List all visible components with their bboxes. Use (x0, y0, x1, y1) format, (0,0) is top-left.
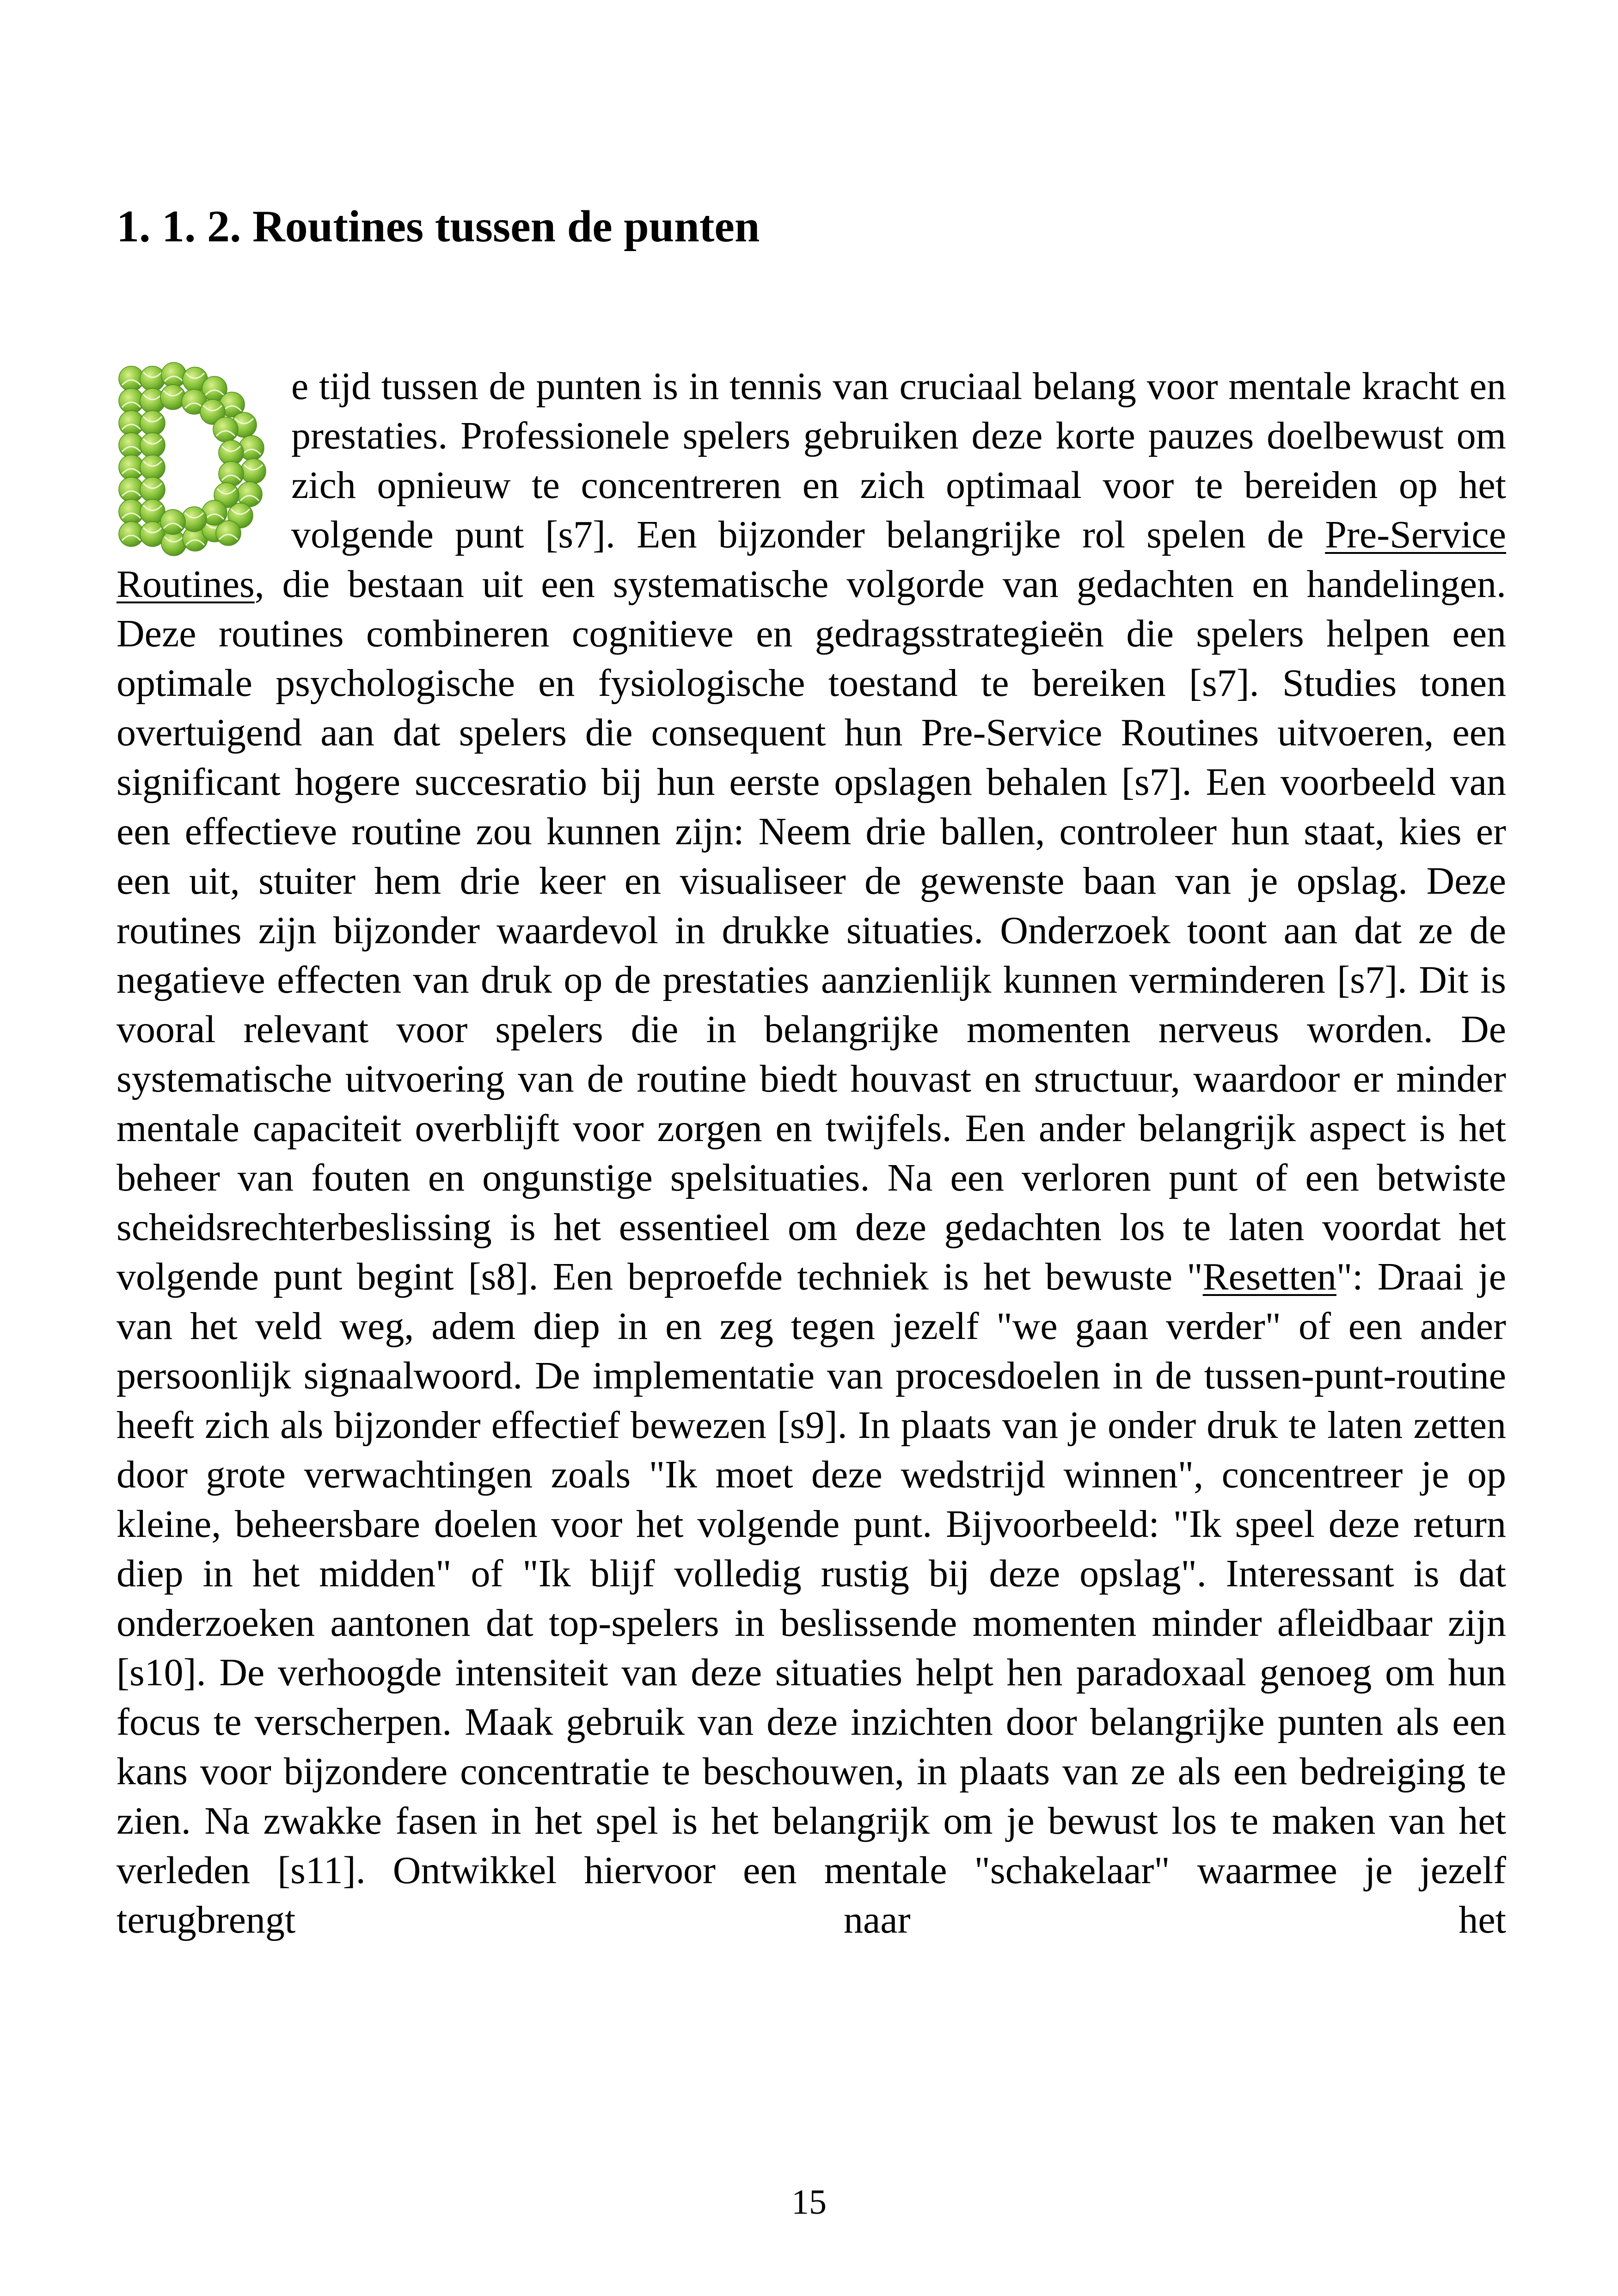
tennis-ball-icon (140, 455, 165, 480)
tennis-ball-icon (140, 433, 165, 458)
tennis-ball-icon (160, 510, 185, 534)
tennis-ball-icon (213, 417, 238, 442)
dropcap-continuation-text: e tijd tussen de punten is in tennis van cruciaal belang voor mentale kracht en prestaties. Professionele spelers gebruiken deze korte pauzes doelbewust om zich opnieuw te concentreren en zich optimaal voor te bereiden op het volgende punt [s7]. Een bijzonder belangrijke rol spelen de (291, 365, 1506, 556)
paragraph-text-2: , die bestaan uit een systematische volgorde van gedachten en handelingen. Deze routines combineren cognitieve en gedragsstrategieën die spelers helpen een optimale psychologische en fysiologische toestand te bereiken [s7]. Studies tonen overtuigend aan dat spelers die consequent hun Pre-Service Routines uitvoeren, een significant hogere succesratio bij hun eerste opslagen behalen [s7]. Een voorbeeld van een effectieve routine zou kunnen zijn: Neem drie ballen, controleer hun staat, kies er een uit, stuiter hem drie keer en visualiseer de gewenste baan van je opslag. Deze routines zijn bijzonder waardevol in drukke situaties. Onderzoek toont aan dat ze de negatieve effecten van druk op de prestaties aanzienlijk kunnen verminderen [s7]. Dit is vooral relevant voor spelers die in belangrijke momenten nerveus worden. De systematische uitvoering van de routine biedt houvast en structuur, waardoor er minder mentale capaciteit overblijft voor zorgen en twijfels. Een ander belangrijk aspect is het beheer van fouten en ongunstige spelsituaties. Na een verloren punt of een betwiste scheidsrechterbeslissing is het essentieel om deze gedachten los te laten voordat het volgende punt begint [s8]. Een beproefde techniek is het bewuste " (116, 563, 1506, 1298)
section-heading: 1. 1. 2. Routines tussen de punten (116, 202, 760, 252)
resetten-link[interactable]: Resetten (1202, 1255, 1336, 1298)
pre-service-routines-link[interactable]: Pre-Service Routines (116, 513, 1506, 606)
tennis-ball-icon (140, 477, 165, 502)
body-paragraph (116, 362, 1506, 1945)
page-number: 15 (791, 2183, 827, 2222)
tennis-ball-icon (241, 459, 266, 484)
tennis-ball-icon (140, 411, 165, 436)
tennis-ball-icon (219, 461, 244, 486)
tennis-ball-icon (140, 366, 165, 391)
tennis-ball-icon (160, 385, 185, 410)
paragraph-text-3: ": Draai je van het veld weg, adem diep in en zeg tegen jezelf "we gaan verder" of een ander persoonlijk signaalwoord. De implementatie van procesdoelen in de tussen-punt-routine heeft zich als bijzonder effectief bewezen [s9]. In plaats van je onder druk te laten zetten door grote verwachtingen zoals "Ik moet deze wedstrijd winnen", concentreer je op kleine, beheersbare doelen voor het volgende punt. Bijvoorbeeld: "Ik speel deze return diep in het midden" of "Ik blijf volledig rustig bij deze opslag". Interessant is dat onderzoeken aantonen dat top-spelers in beslissende momenten minder afleidbaar zijn [s10]. De verhoogde intensiteit van deze situaties helpt hen paradoxaal genoeg om hun focus te verscherpen. Maak gebruik van deze inzichten door belangrijke punten als een kans voor bijzondere concentratie te beschouwen, in plaats van ze als een bedreiging te zien. Na zwakke fasen in het spel is het belangrijk om je bewust los te maken van het verleden [s11]. Ontwikkel hiervoor een mentale "schakelaar" waarmee je jezelf terugbrengt naar het (116, 1255, 1506, 1941)
tennis-balls-letter-icon (113, 360, 277, 558)
tennis-ball-icon (182, 507, 207, 532)
tennis-ball-icon (161, 362, 186, 387)
